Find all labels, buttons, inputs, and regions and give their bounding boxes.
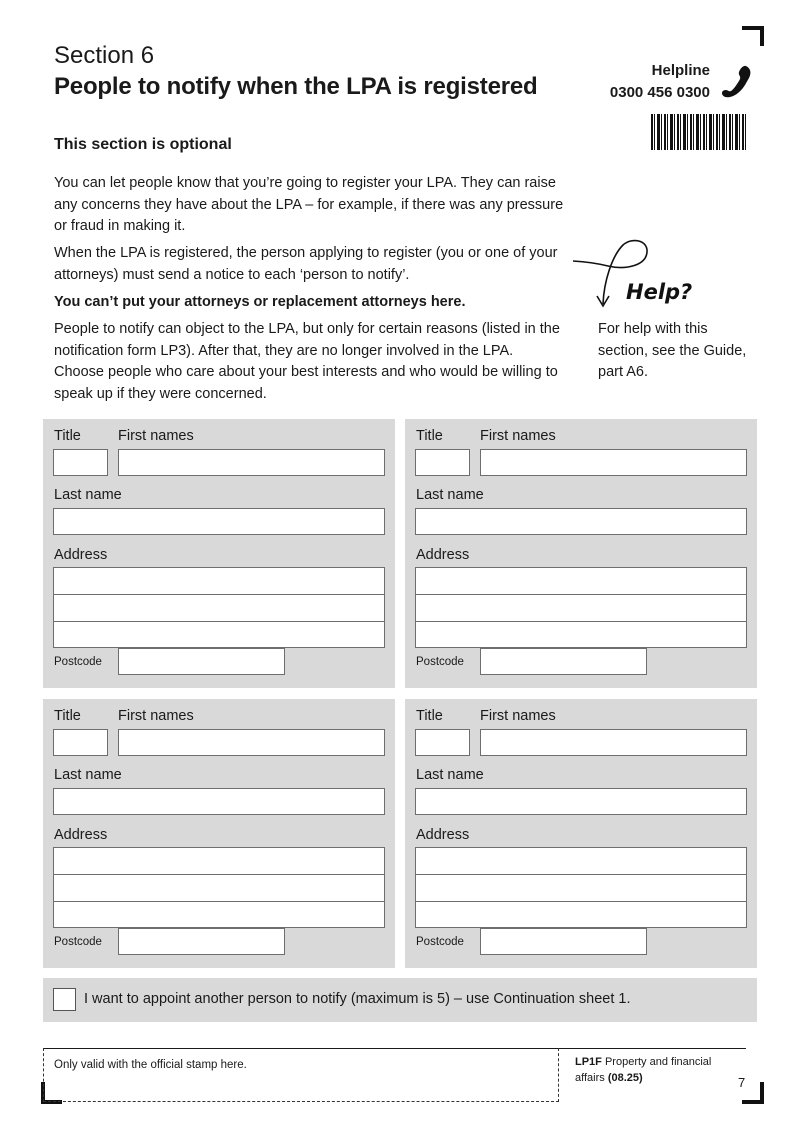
address-label: Address [416, 827, 470, 843]
postcode-label: Postcode [416, 656, 464, 668]
title-label: Title [416, 708, 443, 724]
last-name-label: Last name [416, 767, 484, 783]
phone-icon [716, 60, 756, 100]
first-names-label: First names [118, 428, 194, 444]
last-name-label: Last name [416, 487, 484, 503]
title-label: Title [54, 708, 81, 724]
address-label: Address [54, 547, 108, 563]
title-label: Title [416, 428, 443, 444]
form-code [575, 1054, 725, 1086]
address-line-2-field[interactable] [53, 594, 385, 622]
intro-paragraph-2: When the LPA is registered, the person applying to register (you or one of your attorneys) must send a notice to each ‘person to notify’. [54, 245, 558, 283]
form-code-id: LP1F [575, 1056, 602, 1068]
address-line-3-field[interactable] [53, 901, 385, 928]
postcode-label: Postcode [54, 656, 102, 668]
postcode-field[interactable] [118, 648, 285, 675]
stamp-box [43, 1048, 559, 1102]
address-line-1-field[interactable] [415, 567, 747, 595]
last-name-label: Last name [54, 767, 122, 783]
address-label: Address [54, 827, 108, 843]
postcode-label: Postcode [54, 936, 102, 948]
helpline-number: 0300 456 0300 [609, 84, 710, 101]
address-line-2-field[interactable] [415, 874, 747, 902]
first-names-field[interactable] [480, 729, 747, 756]
first-names-label: First names [118, 708, 194, 724]
postcode-field[interactable] [480, 648, 647, 675]
first-names-field[interactable] [480, 449, 747, 476]
title-field[interactable] [53, 729, 108, 756]
first-names-label: First names [480, 708, 556, 724]
address-label: Address [416, 547, 470, 563]
form-code-desc: Property and financial affairs [575, 1056, 712, 1084]
last-name-field[interactable] [415, 788, 747, 815]
intro-warning: You can’t put your attorneys or replacement attorneys here. [54, 294, 466, 310]
first-names-field[interactable] [118, 449, 385, 476]
corner-mark-top-right-icon [740, 25, 766, 47]
address-line-1-field[interactable] [415, 847, 747, 875]
address-line-3-field[interactable] [53, 621, 385, 648]
last-name-label: Last name [54, 487, 122, 503]
help-text: For help with this section, see the Guide, part A6. [598, 321, 747, 380]
continuation-label: I want to appoint another person to notify (maximum is 5) – use Continuation sheet 1. [84, 991, 631, 1007]
page-number: 7 [738, 1075, 746, 1090]
address-line-1-field[interactable] [53, 847, 385, 875]
title-field[interactable] [415, 729, 470, 756]
postcode-field[interactable] [118, 928, 285, 955]
last-name-field[interactable] [53, 508, 385, 535]
section-number: Section 6 [54, 42, 155, 69]
intro-paragraph-4: People to notify can object to the LPA, but only for certain reasons (listed in the notification form LP3). After that, they are no longer involved in the LPA. Choose people who care about your best interests and who would be willing to speak up if they were concerned. [54, 321, 560, 402]
optional-heading: This section is optional [54, 136, 232, 153]
barcode [651, 114, 746, 150]
title-field[interactable] [415, 449, 470, 476]
first-names-label: First names [480, 428, 556, 444]
stamp-text: Only valid with the official stamp here. [54, 1059, 247, 1071]
help-arrow-icon [570, 236, 700, 312]
continuation-checkbox[interactable] [53, 988, 76, 1011]
help-badge: Help? [626, 280, 693, 304]
page-title: People to notify when the LPA is registered [54, 73, 538, 100]
last-name-field[interactable] [53, 788, 385, 815]
address-line-1-field[interactable] [53, 567, 385, 595]
address-line-2-field[interactable] [53, 874, 385, 902]
helpline-label: Helpline [651, 62, 710, 79]
address-line-3-field[interactable] [415, 621, 747, 648]
address-line-3-field[interactable] [415, 901, 747, 928]
postcode-field[interactable] [480, 928, 647, 955]
form-code-version: (08.25) [607, 1072, 643, 1084]
intro-paragraph-1: You can let people know that you’re going to register your LPA. They can raise any concerns they have about the LPA – for example, if there was any pressure or fraud in making it. [54, 175, 564, 234]
title-label: Title [54, 428, 81, 444]
postcode-label: Postcode [416, 936, 464, 948]
address-line-2-field[interactable] [415, 594, 747, 622]
last-name-field[interactable] [415, 508, 747, 535]
title-field[interactable] [53, 449, 108, 476]
first-names-field[interactable] [118, 729, 385, 756]
